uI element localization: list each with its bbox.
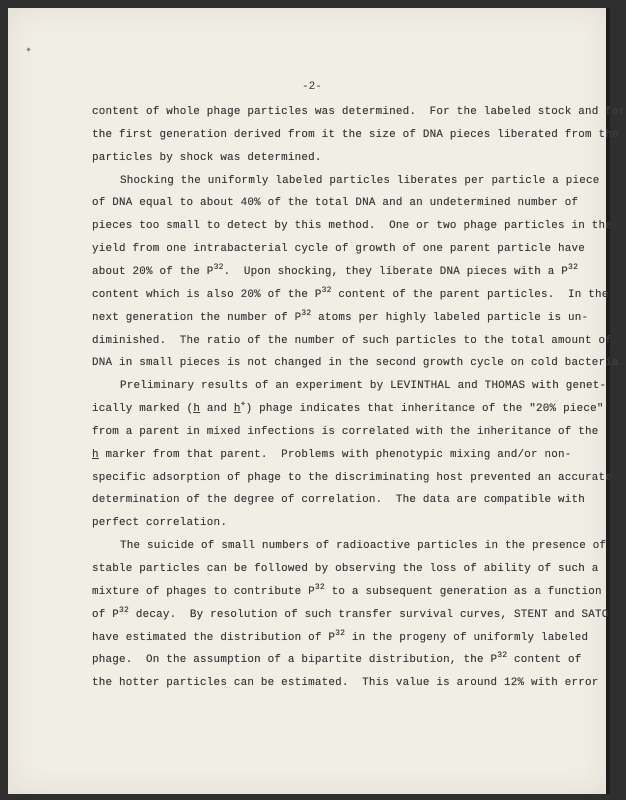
text-run: content of whole phage particles was determined. For the labeled stock and for	[92, 106, 626, 118]
text-run: The suicide of small numbers of radioactive particles in the presence of	[120, 540, 607, 553]
text-run: phage. On the assumption of a bipartite distribution, the P	[92, 654, 498, 667]
text-run: content of	[507, 654, 582, 667]
text-line	[92, 106, 626, 118]
superscript: 32	[335, 628, 346, 638]
underlined-text: h	[193, 403, 201, 416]
text-line	[92, 220, 612, 232]
text-line	[92, 677, 599, 689]
superscript: 32	[568, 262, 579, 272]
text-run: of DNA equal to about 40% of the total DNA and an undetermined number of	[92, 197, 579, 210]
text-run: pieces too small to detect by this method. One or two phage particles in the	[92, 220, 613, 233]
text-run: the hotter particles can be estimated. This value is around 12% with error	[92, 677, 599, 690]
text-line	[92, 262, 579, 278]
text-run: diminished. The ratio of the number of such particles to the total amount of	[92, 334, 613, 347]
text-run: content which is also 20% of the P	[92, 288, 322, 301]
text-run: mixture of phages to contribute P	[92, 585, 315, 598]
text-line	[120, 175, 600, 187]
text-line	[92, 449, 572, 461]
text-run: about 20% of the P	[92, 265, 214, 278]
text-run: next generation the number of P	[92, 311, 302, 324]
page-number: -2-	[302, 81, 322, 93]
text-run: of P	[92, 608, 120, 621]
text-line	[92, 605, 609, 621]
superscript: 32	[314, 582, 325, 592]
text-run: and	[200, 403, 234, 416]
text-run: decay. By resolution of such transfer survival curves, STENT and SATO	[129, 608, 609, 621]
text-run: Preliminary results of an experiment by LEVINTHAL and THOMAS with genet-	[120, 380, 607, 393]
text-line	[120, 380, 606, 392]
superscript: 32	[301, 308, 312, 318]
text-run: from a parent in mixed infections is correlated with the inheritance of the	[92, 425, 599, 438]
text-run: stable particles can be followed by observing the loss of ability of such a	[92, 563, 599, 575]
text-run: determination of the degree of correlation. The data are compatible with	[92, 494, 586, 507]
text-run: marker from that parent. Problems with phenotypic mixing and/or non-	[98, 448, 572, 461]
text-run: particles by shock was determined.	[92, 151, 322, 164]
text-line	[92, 285, 609, 301]
text-line	[92, 563, 599, 575]
text-line	[92, 400, 604, 416]
text-run: to a subsequent generation as a function	[324, 585, 602, 598]
underlined-text: h	[92, 448, 99, 461]
text-line	[92, 152, 322, 164]
text-run: atoms per highly labeled particle is un-	[311, 311, 589, 324]
paper-speck	[26, 47, 30, 51]
superscript: +	[240, 400, 246, 410]
text-run: content of the parent particles. In the	[331, 288, 609, 301]
text-run: ically marked (	[92, 403, 194, 416]
text-line	[92, 243, 585, 255]
text-line	[92, 357, 626, 369]
text-run: DNA in small pieces is not changed in the second growth cycle on cold bacteria.	[92, 357, 626, 370]
superscript: 32	[119, 605, 130, 615]
text-run: have estimated the distribution of P	[92, 631, 336, 644]
text-line	[92, 628, 589, 644]
text-line	[92, 335, 612, 347]
text-line	[92, 517, 227, 529]
text-line	[92, 472, 612, 484]
superscript: 32	[213, 262, 224, 272]
text-run: perfect correlation.	[92, 517, 228, 530]
text-line	[92, 197, 578, 209]
text-line	[120, 540, 606, 552]
text-run: . Upon shocking, they liberate DNA pieces with a P	[223, 265, 569, 278]
text-run: the first generation derived from it the size of DNA pieces liberated from the	[92, 128, 619, 141]
text-line	[92, 494, 585, 506]
document-page	[8, 8, 626, 794]
text-line	[92, 129, 619, 141]
underlined-text: h	[233, 403, 241, 416]
text-run: specific adsorption of phage to the discriminating host prevented an accurate	[92, 471, 613, 484]
text-run: in the progeny of uniformly labeled	[345, 631, 589, 644]
superscript: 32	[321, 285, 332, 295]
text-line	[92, 308, 589, 324]
text-run: ) phage indicates that inheritance of the "20% piece"	[245, 403, 604, 416]
text-run: Shocking the uniformly labeled particles liberates per particle a piece	[120, 174, 600, 187]
text-line	[92, 582, 602, 598]
text-run: yield from one intrabacterial cycle of growth of one parent particle have	[92, 243, 586, 256]
text-line	[92, 426, 599, 438]
text-line	[92, 651, 582, 667]
superscript: 32	[497, 651, 508, 661]
